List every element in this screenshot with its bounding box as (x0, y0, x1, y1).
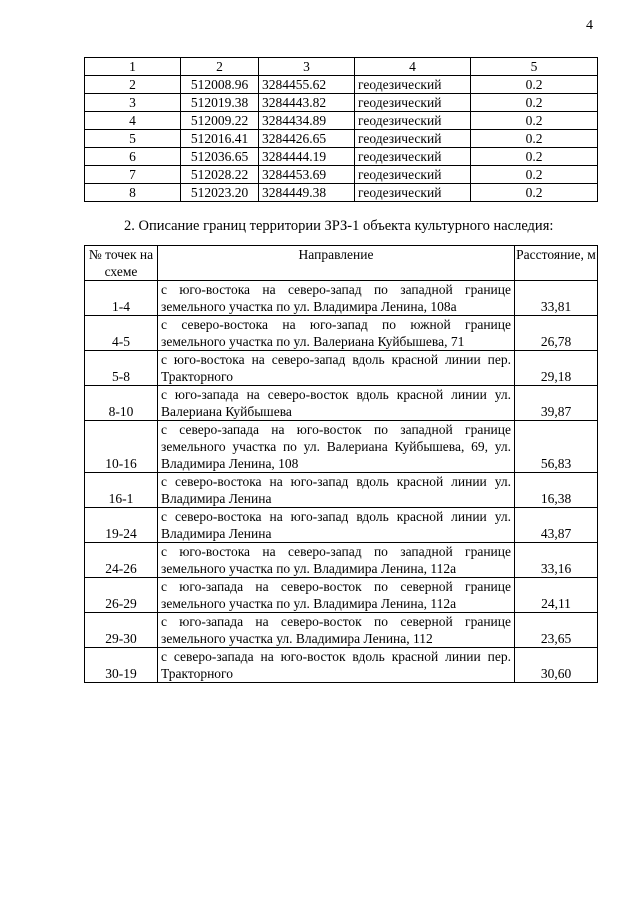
coord-x: 512036.65 (181, 148, 259, 166)
table-row (85, 94, 598, 112)
segment-points: 24-26 (85, 543, 158, 578)
table-row (85, 112, 598, 130)
coordinates-table (84, 57, 598, 202)
table-row (85, 543, 598, 578)
method: геодезический (355, 166, 471, 184)
header-cell: 5 (471, 58, 598, 76)
table-row (85, 76, 598, 94)
segment-distance: 33,16 (515, 543, 598, 578)
segment-distance: 16,38 (515, 473, 598, 508)
table-row (85, 351, 598, 386)
coord-y: 3284449.38 (259, 184, 355, 202)
coord-x: 512019.38 (181, 94, 259, 112)
boundaries-table-header (85, 246, 598, 281)
segment-points: 8-10 (85, 386, 158, 421)
segment-direction: с юго-запада на северо-восток вдоль красной линии ул. Валериана Куйбышева (158, 386, 515, 421)
segment-distance: 26,78 (515, 316, 598, 351)
coord-y: 3284455.62 (259, 76, 355, 94)
segment-direction: с северо-востока на юго-запад по южной границе земельного участка по ул. Валериана Куйбышева, 71 (158, 316, 515, 351)
point-number: 6 (85, 148, 181, 166)
header-points: № точек на схеме (85, 246, 158, 281)
segment-distance: 30,60 (515, 648, 598, 683)
point-number: 2 (85, 76, 181, 94)
header-direction: Направление (158, 246, 515, 281)
segment-points: 1-4 (85, 281, 158, 316)
segment-direction: с северо-запада на юго-восток по западной границе земельного участка по ул. Валериана Куйбышева, 69, ул. Владимира Ленина, 108 (158, 421, 515, 473)
page-number: 4 (586, 18, 593, 33)
segment-direction: с северо-запада на юго-восток вдоль красной линии пер. Тракторного (158, 648, 515, 683)
method: геодезический (355, 112, 471, 130)
accuracy: 0.2 (471, 130, 598, 148)
accuracy: 0.2 (471, 148, 598, 166)
section-title: 2. Описание границ территории ЗРЗ-1 объекта культурного наследия: (124, 218, 554, 234)
table-row (85, 130, 598, 148)
coord-x: 512023.20 (181, 184, 259, 202)
table-row (85, 166, 598, 184)
table-row (85, 613, 598, 648)
accuracy: 0.2 (471, 166, 598, 184)
accuracy: 0.2 (471, 112, 598, 130)
table-row (85, 648, 598, 683)
segment-points: 29-30 (85, 613, 158, 648)
point-number: 7 (85, 166, 181, 184)
coord-y: 3284443.82 (259, 94, 355, 112)
segment-distance: 39,87 (515, 386, 598, 421)
table-row (85, 148, 598, 166)
segment-direction: с северо-востока на юго-запад вдоль красной линии ул. Владимира Ленина (158, 508, 515, 543)
accuracy: 0.2 (471, 76, 598, 94)
segment-points: 26-29 (85, 578, 158, 613)
segment-points: 16-1 (85, 473, 158, 508)
segment-direction: с юго-востока на северо-запад по западной границе земельного участка по ул. Владимира Ленина, 108а (158, 281, 515, 316)
table-row (85, 281, 598, 316)
segment-direction: с юго-запада на северо-восток по северной границе земельного участка по ул. Владимира Ленина, 112а (158, 578, 515, 613)
segment-points: 4-5 (85, 316, 158, 351)
segment-distance: 29,18 (515, 351, 598, 386)
method: геодезический (355, 94, 471, 112)
coordinates-table-header (85, 58, 598, 76)
header-cell: 4 (355, 58, 471, 76)
segment-direction: с юго-запада на северо-восток по северной границе земельного участка ул. Владимира Ленина, 112 (158, 613, 515, 648)
segment-points: 30-19 (85, 648, 158, 683)
table-row (85, 508, 598, 543)
coord-x: 512009.22 (181, 112, 259, 130)
segment-points: 19-24 (85, 508, 158, 543)
coord-x: 512008.96 (181, 76, 259, 94)
boundaries-table (84, 245, 598, 683)
point-number: 5 (85, 130, 181, 148)
segment-direction: с юго-востока на северо-запад вдоль красной линии пер. Тракторного (158, 351, 515, 386)
table-row (85, 473, 598, 508)
table-row (85, 578, 598, 613)
coord-y: 3284453.69 (259, 166, 355, 184)
segment-points: 10-16 (85, 421, 158, 473)
table-row (85, 421, 598, 473)
segment-distance: 24,11 (515, 578, 598, 613)
method: геодезический (355, 76, 471, 94)
coord-y: 3284444.19 (259, 148, 355, 166)
point-number: 8 (85, 184, 181, 202)
accuracy: 0.2 (471, 94, 598, 112)
segment-direction: с северо-востока на юго-запад вдоль красной линии ул. Владимира Ленина (158, 473, 515, 508)
segment-distance: 33,81 (515, 281, 598, 316)
segment-distance: 23,65 (515, 613, 598, 648)
coord-y: 3284434.89 (259, 112, 355, 130)
method: геодезический (355, 184, 471, 202)
coord-x: 512028.22 (181, 166, 259, 184)
header-distance: Расстояние, м (515, 246, 598, 281)
table-row (85, 386, 598, 421)
segment-points: 5-8 (85, 351, 158, 386)
method: геодезический (355, 130, 471, 148)
header-cell: 3 (259, 58, 355, 76)
coord-y: 3284426.65 (259, 130, 355, 148)
point-number: 3 (85, 94, 181, 112)
header-cell: 2 (181, 58, 259, 76)
coord-x: 512016.41 (181, 130, 259, 148)
point-number: 4 (85, 112, 181, 130)
table-row (85, 316, 598, 351)
header-cell: 1 (85, 58, 181, 76)
table-row (85, 184, 598, 202)
segment-distance: 43,87 (515, 508, 598, 543)
segment-distance: 56,83 (515, 421, 598, 473)
method: геодезический (355, 148, 471, 166)
accuracy: 0.2 (471, 184, 598, 202)
segment-direction: с юго-востока на северо-запад по западной границе земельного участка по ул. Владимира Ленина, 112а (158, 543, 515, 578)
